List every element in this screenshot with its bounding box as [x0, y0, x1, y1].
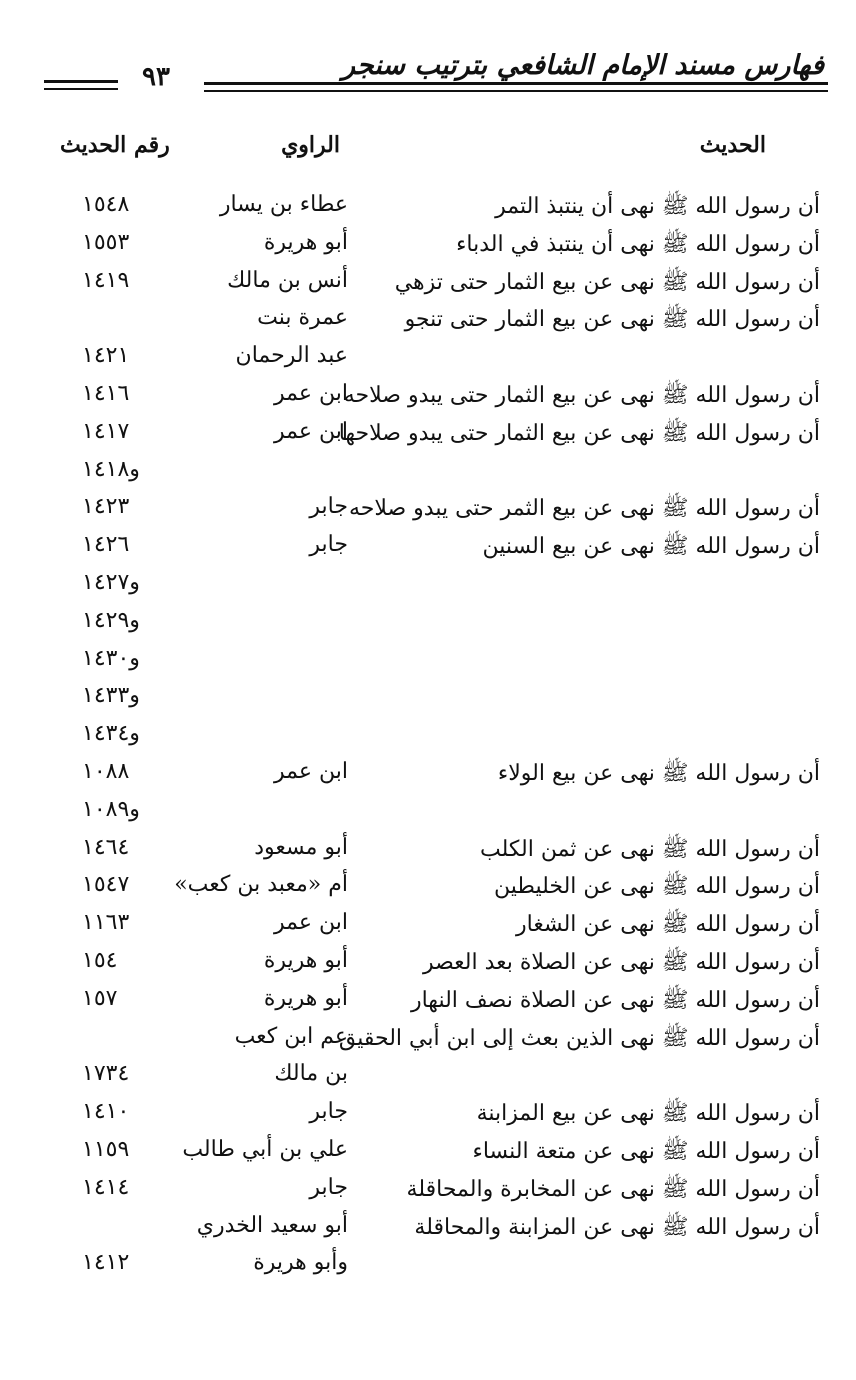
table-row — [0, 305, 856, 343]
table-row — [0, 835, 856, 873]
table-row — [0, 986, 856, 1024]
table-row — [0, 1213, 856, 1251]
running-header-title: فهارس مسند الإمام الشافعي بترتيب سنجر — [341, 50, 824, 81]
hadith-number: ١٥٧ — [82, 986, 118, 1011]
page-number: ٩٣ — [142, 62, 170, 92]
table-row — [0, 381, 856, 419]
narrator-name: وأبو هريرة — [253, 1250, 348, 1275]
hadith-number: و١٤٢٩ — [82, 608, 140, 633]
table-row — [0, 192, 856, 230]
narrator-name: عطاء بن يسار — [219, 192, 348, 217]
narrator-name: جابر — [309, 494, 348, 519]
hadith-text: أن رسول الله ﷺ نهى أن ينتبذ التمر — [495, 194, 820, 219]
narrator-name: علي بن أبي طالب — [182, 1137, 348, 1162]
hadith-number: ١١٦٣ — [82, 910, 130, 935]
hadith-number: ١٠٨٨ — [82, 759, 130, 784]
hadith-number: ١٥٤٨ — [82, 192, 130, 217]
table-row — [0, 1137, 856, 1175]
table-row — [0, 948, 856, 986]
table-row — [0, 570, 856, 608]
table-row — [0, 1099, 856, 1137]
table-row — [0, 646, 856, 684]
table-row — [0, 872, 856, 910]
hadith-text: أن رسول الله ﷺ نهى أن ينتبذ في الدباء — [456, 232, 820, 257]
hadith-number: ١٤١٩ — [82, 268, 130, 293]
hadith-number: و١٤٣٣ — [82, 683, 140, 708]
table-row — [0, 343, 856, 381]
hadith-number: و١٤٢٧ — [82, 570, 140, 595]
narrator-name: ابن عمر — [274, 381, 348, 406]
narrator-name: جابر — [309, 1175, 348, 1200]
narrator-name: أم «معبد بن كعب» — [174, 872, 348, 897]
table-row — [0, 683, 856, 721]
narrator-name: عبد الرحمان — [235, 343, 348, 368]
hadith-text: أن رسول الله ﷺ نهى عن بيع المزابنة — [476, 1101, 820, 1126]
narrator-name: ابن عمر — [274, 910, 348, 935]
table-row — [0, 230, 856, 268]
hadith-number: و١٤١٨ — [82, 457, 140, 482]
hadith-text: أن رسول الله ﷺ نهى عن بيع الثمار حتى تنجو — [404, 307, 820, 332]
table-row — [0, 532, 856, 570]
column-header-hadith: الحديث — [699, 132, 766, 158]
table-row — [0, 608, 856, 646]
hadith-text: أن رسول الله ﷺ نهى عن الخليطين — [494, 874, 820, 899]
narrator-name: بن مالك — [274, 1061, 348, 1086]
narrator-name: ابن عمر — [274, 759, 348, 784]
hadith-number: ١٥٤٧ — [82, 872, 130, 897]
narrator-name: جابر — [309, 1099, 348, 1124]
hadith-text: أن رسول الله ﷺ نهى عن الصلاة بعد العصر — [422, 950, 820, 975]
column-header-narrator: الراوي — [281, 132, 340, 158]
table-row — [0, 759, 856, 797]
hadith-text: أن رسول الله ﷺ نهى عن بيع السنين — [482, 534, 820, 559]
hadith-text: أن رسول الله ﷺ نهى عن متعة النساء — [472, 1139, 820, 1164]
hadith-number: و١٠٨٩ — [82, 797, 140, 822]
table-row — [0, 457, 856, 495]
hadith-text: أن رسول الله ﷺ نهى عن بيع الثمار حتى يبدو صلاحها — [338, 421, 820, 446]
hadith-text: أن رسول الله ﷺ نهى عن بيع الثمر حتى يبدو صلاحه — [348, 496, 820, 521]
hadith-text: أن رسول الله ﷺ نهى عن ثمن الكلب — [479, 837, 820, 862]
table-row — [0, 910, 856, 948]
table-row — [0, 721, 856, 759]
hadith-number: ١٤١٠ — [82, 1099, 130, 1124]
hadith-text: أن رسول الله ﷺ نهى عن الصلاة نصف النهار — [410, 988, 820, 1013]
narrator-name: أنس بن مالك — [227, 268, 348, 293]
narrator-name: أبو هريرة — [263, 986, 348, 1011]
narrator-name: ابن عمر — [274, 419, 348, 444]
hadith-number: ١٤١٢ — [82, 1250, 130, 1275]
hadith-number: ١٤٢١ — [82, 343, 130, 368]
hadith-number: ١٥٤ — [82, 948, 118, 973]
hadith-text: أن رسول الله ﷺ نهى عن المخابرة والمحاقلة — [406, 1177, 820, 1202]
narrator-name: جابر — [309, 532, 348, 557]
hadith-number: ١٥٥٣ — [82, 230, 130, 255]
table-row — [0, 268, 856, 306]
table-row — [0, 1250, 856, 1288]
hadith-number: ١٧٣٤ — [82, 1061, 130, 1086]
narrator-name: عم ابن كعب — [234, 1024, 348, 1049]
hadith-number: ١٤٢٦ — [82, 532, 130, 557]
table-row — [0, 494, 856, 532]
narrator-name: أبو هريرة — [263, 948, 348, 973]
table-row — [0, 1024, 856, 1062]
column-header-number: رقم الحديث — [60, 132, 170, 158]
table-row — [0, 797, 856, 835]
hadith-number: ١٤١٧ — [82, 419, 130, 444]
table-row — [0, 1061, 856, 1099]
hadith-number: ١٤١٤ — [82, 1175, 130, 1200]
hadith-number: و١٤٣٠ — [82, 646, 140, 671]
hadith-text: أن رسول الله ﷺ نهى عن بيع الثمار حتى يبدو صلاحه — [343, 383, 820, 408]
hadith-number: ١٤١٦ — [82, 381, 130, 406]
narrator-name: أبو مسعود — [254, 835, 348, 860]
hadith-number: ١٤٢٣ — [82, 494, 130, 519]
table-row — [0, 1175, 856, 1213]
hadith-text: أن رسول الله ﷺ نهى عن بيع الولاء — [497, 761, 820, 786]
narrator-name: أبو سعيد الخدري — [196, 1213, 348, 1238]
hadith-number: ١٤٦٤ — [82, 835, 130, 860]
narrator-name: عمرة بنت — [257, 305, 348, 330]
narrator-name: أبو هريرة — [263, 230, 348, 255]
hadith-text: أن رسول الله ﷺ نهى عن المزابنة والمحاقلة — [414, 1215, 820, 1240]
hadith-number: ١١٥٩ — [82, 1137, 130, 1162]
hadith-number: و١٤٣٤ — [82, 721, 140, 746]
hadith-text: أن رسول الله ﷺ نهى الذين بعث إلى ابن أبي الحقيق — [338, 1026, 820, 1051]
hadith-text: أن رسول الله ﷺ نهى عن الشغار — [516, 912, 820, 937]
hadith-text: أن رسول الله ﷺ نهى عن بيع الثمار حتى تزهي — [394, 270, 820, 295]
table-row — [0, 419, 856, 457]
